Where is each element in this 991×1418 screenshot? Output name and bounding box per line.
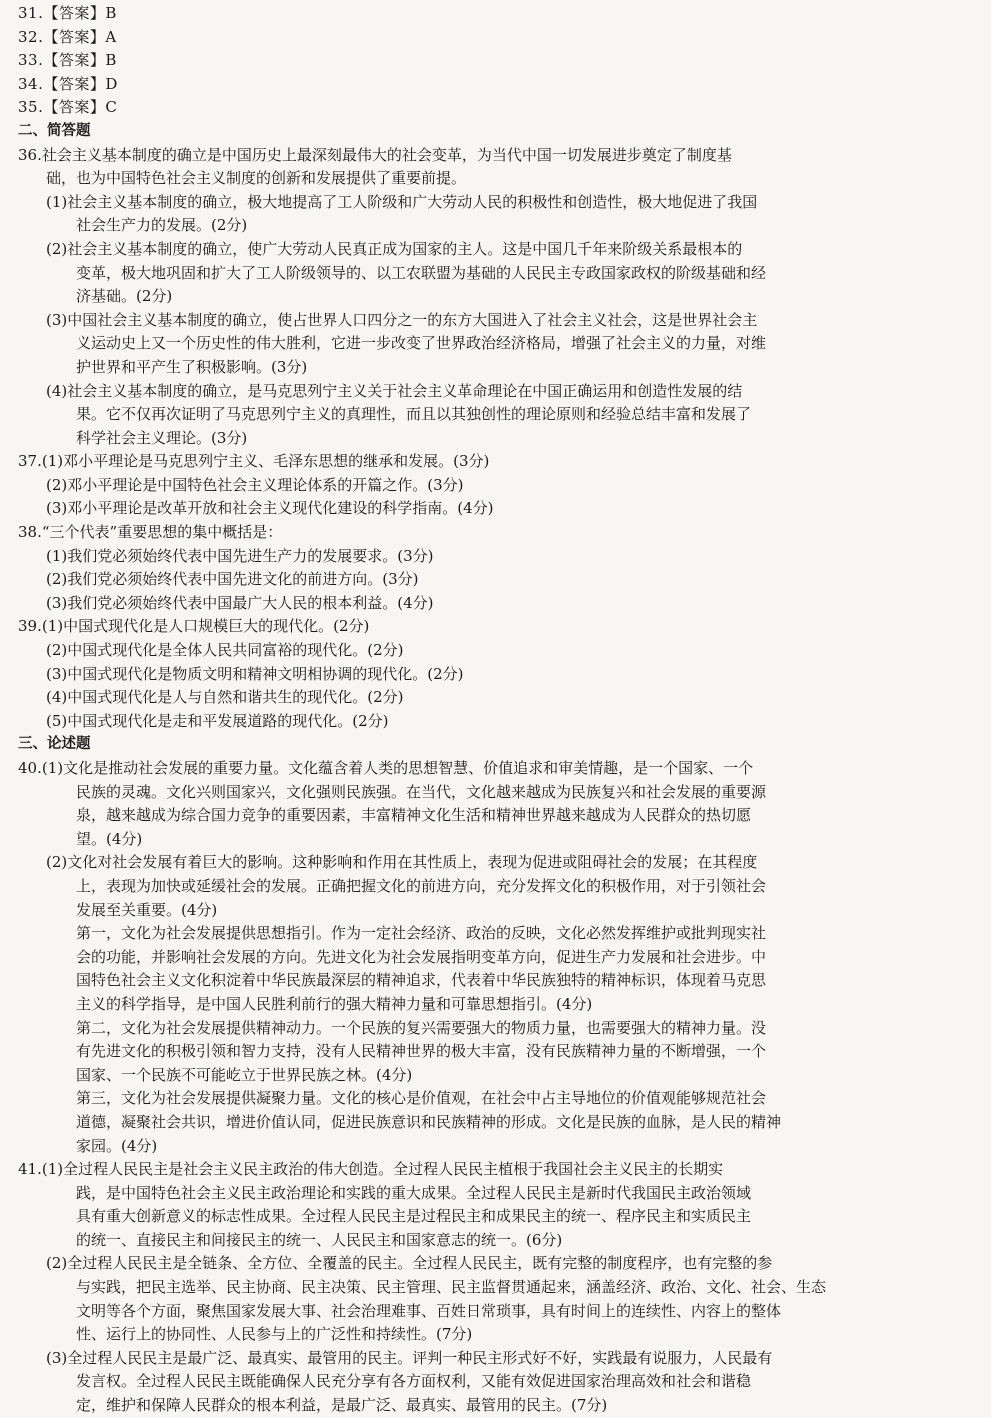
text-line: 定，维护和保障人民群众的根本利益，是最广泛、最真实、最管用的民主。(7分) — [76, 1396, 608, 1415]
text-line: (3)中国社会主义基本制度的确立，使占世界人口四分之一的东方大国进入了社会主义社会，这是世界社会主 — [46, 310, 758, 329]
text-line: (4)社会主义基本制度的确立，是马克思列宁主义关于社会主义革命理论在中国正确运用和创造性发展的结 — [46, 381, 743, 400]
text-line: 文明等各个方面，聚焦国家发展大事、社会治理难事、百姓日常琐事，具有时间上的连续性、内容上的整体 — [76, 1301, 782, 1320]
text-line: (4)中国式现代化是人与自然和谐共生的现代化。(2分) — [46, 688, 404, 707]
text-line: 40.(1)文化是推动社会发展的重要力量。文化蕴含着人类的思想智慧、价值追求和审美情趣，是一个国家、一个 — [18, 759, 754, 777]
text-line: 科学社会主义理论。(3分) — [76, 428, 248, 447]
text-line: 第三，文化为社会发展提供凝聚力量。文化的核心是价值观，在社会中占主导地位的价值观能够规范社会 — [76, 1089, 767, 1108]
answer-32: 32.【答案】A — [18, 27, 117, 46]
text-line: 性、运行上的协同性、人民参与上的广泛性和持续性。(7分) — [76, 1325, 473, 1344]
text-line: 国特色社会主义文化积淀着中华民族最深层的精神追求，代表着中华民族独特的精神标识，体现着马克思 — [76, 971, 767, 990]
text-line: 41.(1)全过程人民民主是社会主义民主政治的伟大创造。全过程人民民主植根于我国社会主义民主的长期实 — [18, 1160, 724, 1179]
text-line: 主义的科学指导，是中国人民胜利前行的强大精神力量和可靠思想指引。(4分) — [76, 994, 593, 1013]
text-line: (2)邓小平理论是中国特色社会主义理论体系的开篇之作。(3分) — [46, 475, 464, 494]
text-line: (2)社会主义基本制度的确立，使广大劳动人民真正成为国家的主人。这是中国几千年来阶级关系最根本的 — [46, 239, 743, 258]
text-line: 上，表现为加快或延缓社会的发展。正确把握文化的前进方向，充分发挥文化的积极作用，对于引领社会 — [76, 876, 767, 895]
text-line: 家园。(4分) — [76, 1136, 158, 1155]
text-line: 发展至关重要。(4分) — [76, 900, 218, 919]
text-line: 37.(1)邓小平理论是马克思列宁主义、毛泽东思想的继承和发展。(3分) — [18, 452, 490, 471]
text-line: 济基础。(2分) — [76, 287, 173, 306]
text-line: 第二，文化为社会发展提供精神动力。一个民族的复兴需要强大的物质力量，也需要强大的精神力量。没 — [76, 1018, 767, 1037]
text-line: 36.社会主义基本制度的确立是中国历史上最深刻最伟大的社会变革，为当代中国一切发展进步奠定了制度基 — [18, 145, 732, 164]
text-line: (3)中国式现代化是物质文明和精神文明相协调的现代化。(2分) — [46, 664, 464, 683]
text-line: 义运动史上又一个历史性的伟大胜利，它进一步改变了世界政治经济格局，增强了社会主义的力量，对维 — [76, 334, 767, 353]
answer-31: 31.【答案】B — [18, 4, 117, 22]
text-line: (2)中国式现代化是全体人民共同富裕的现代化。(2分) — [46, 641, 404, 660]
answer-34: 34.【答案】D — [18, 74, 118, 93]
section-title-short-answer: 二、简答题 — [18, 122, 91, 139]
section-title-essay: 三、论述题 — [18, 736, 91, 753]
text-line: 民族的灵魂。文化兴则国家兴，文化强则民族强。在当代，文化越来越成为民族复兴和社会发展的重要源 — [76, 782, 767, 801]
multiple-choice-answers — [0, 2, 991, 120]
text-line: 第一，文化为社会发展提供思想指引。作为一定社会经济、政治的反映，文化必然发挥维护或批判现实社 — [76, 924, 767, 943]
text-line: 39.(1)中国式现代化是人口规模巨大的现代化。(2分) — [18, 617, 370, 636]
text-line: 础，也为中国特色社会主义制度的创新和发展提供了重要前提。 — [46, 169, 467, 188]
text-line: 有先进文化的积极引领和智力支持，没有人民精神世界的极大丰富，没有民族精神力量的不断增强，一个 — [76, 1042, 767, 1061]
essay-section — [0, 757, 991, 1418]
answer-35: 35.【答案】C — [18, 98, 118, 117]
text-line: 社会生产力的发展。(2分) — [76, 216, 248, 235]
text-line: 践，是中国特色社会主义民主政治理论和实践的重大成果。全过程人民民主是新时代我国民主政治领域 — [76, 1183, 752, 1202]
text-line: 的统一、直接民主和间接民主的统一、人民民主和国家意志的统一。(6分) — [76, 1230, 563, 1249]
text-line: 护世界和平产生了积极影响。(3分) — [76, 357, 308, 376]
text-line: (3)全过程人民民主是最广泛、最真实、最管用的民主。评判一种民主形式好不好，实践最有说服力，人民最有 — [46, 1348, 773, 1367]
text-line: (3)邓小平理论是改革开放和社会主义现代化建设的科学指南。(4分) — [46, 499, 494, 518]
text-line: 望。(4分) — [76, 829, 143, 848]
text-line: 具有重大创新意义的标志性成果。全过程人民民主是过程民主和成果民主的统一、程序民主和实质民主 — [76, 1207, 752, 1226]
text-line: 国家、一个民族不可能屹立于世界民族之林。(4分) — [76, 1065, 413, 1084]
short-answer-section — [0, 144, 991, 734]
text-line: (3)我们党必须始终代表中国最广大人民的根本利益。(4分) — [46, 593, 434, 612]
text-line: 38.“三个代表”重要思想的集中概括是： — [18, 523, 283, 542]
text-line: (1)我们党必须始终代表中国先进生产力的发展要求。(3分) — [46, 546, 434, 565]
text-line: 泉，越来越成为综合国力竞争的重要因素，丰富精神文化生活和精神世界越来越成为人民群众的热切愿 — [76, 806, 752, 825]
text-line: (2)我们党必须始终代表中国先进文化的前进方向。(3分) — [46, 570, 419, 589]
text-line: (1)社会主义基本制度的确立，极大地提高了工人阶级和广大劳动人民的积极性和创造性，极大地促进了我国 — [46, 192, 758, 211]
text-line: (2)全过程人民民主是全链条、全方位、全覆盖的民主。全过程人民民主，既有完整的制度程序，也有完整的参 — [46, 1254, 773, 1273]
answer-33: 33.【答案】B — [18, 51, 117, 70]
text-line: 道德，凝聚社会共识，增进价值认同，促进民族意识和民族精神的形成。文化是民族的血脉，是人民的精神 — [76, 1112, 782, 1131]
text-line: (2)文化对社会发展有着巨大的影响。这种影响和作用在其性质上，表现为促进或阻碍社会的发展；在其程度 — [46, 853, 758, 872]
text-line: 变革，极大地巩固和扩大了工人阶级领导的、以工农联盟为基础的人民民主专政国家政权的阶级基础和经 — [76, 263, 767, 282]
text-line: (5)中国式现代化是走和平发展道路的现代化。(2分) — [46, 711, 389, 730]
text-line: 会的功能，并影响社会发展的方向。先进文化为社会发展指明变革方向，促进生产力发展和社会进步。中 — [76, 947, 767, 966]
text-line: 果。它不仅再次证明了马克思列宁主义的真理性，而且以其独创性的理论原则和经验总结丰富和发展了 — [76, 405, 752, 424]
text-line: 发言权。全过程人民民主既能确保人民充分享有各方面权利，又能有效促进国家治理高效和社会和谐稳 — [76, 1372, 752, 1391]
text-line: 与实践，把民主选举、民主协商、民主决策、民主管理、民主监督贯通起来，涵盖经济、政治、文化、社会、生态 — [76, 1278, 827, 1297]
